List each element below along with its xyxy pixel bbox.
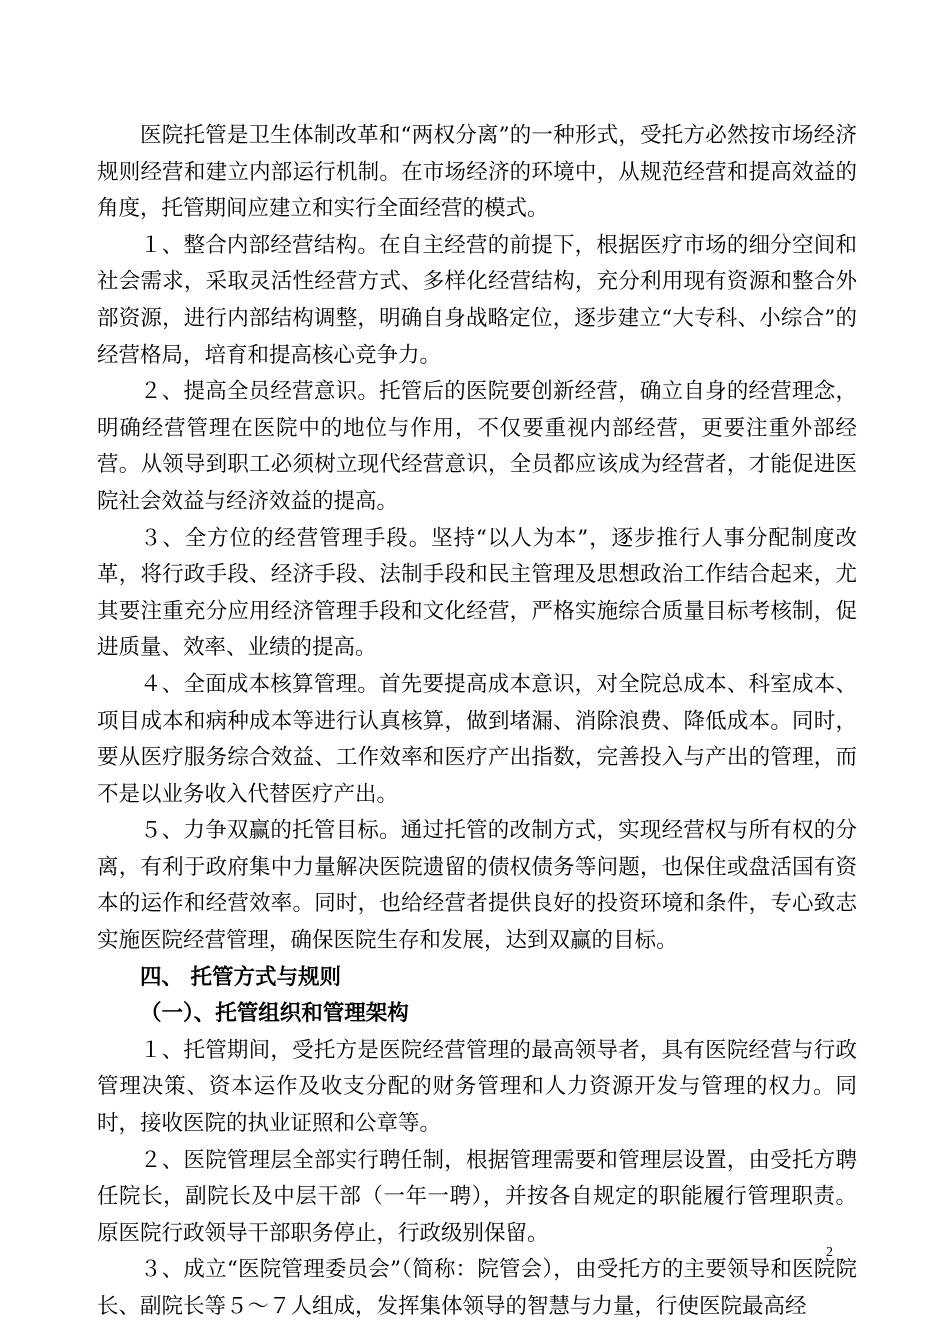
paragraph-item-2: ２、提高全员经营意识。托管后的医院要创新经营，确立自身的经营理念，明确经营管理在医院中的地位与作用，不仅要重视内部经营，更要注重外部经营。从领导到职工必须树立现代经营意识，全员都应该成为经营者，才能促进医院社会效益与经济效益的提高。 [97, 379, 857, 514]
subsection-heading: （一）、托管组织和管理架构 [140, 1001, 409, 1027]
paragraph-rule-2: ２、医院管理层全部实行聘任制，根据管理需要和管理层设置，由受托方聘任院长，副院长及中层干部（一年一聘），并按各自规定的职能履行管理职责。原医院行政领导干部职务停止，行政级别保留。 [97, 1147, 857, 1246]
section-heading: 四、 托管方式与规则 [140, 964, 341, 990]
paragraph-item-5: ５、力争双赢的托管目标。通过托管的改制方式，实现经营权与所有权的分离，有利于政府集中力量解决医院遗留的债权债务等问题，也保住或盘活国有资本的运作和经营效率。同时，也给经营者提供良好的投资环境和条件，专心致志实施医院经营管理，确保医院生存和发展，达到双赢的目标。 [97, 818, 857, 954]
paragraph-rule-3: ３、成立“医院管理委员会”（简称：院管会），由受托方的主要领导和医院院长、副院长等５～７人组成，发挥集体领导的智慧与力量，行使医院最高经 [97, 1257, 857, 1319]
page-number: 2 [826, 1245, 833, 1260]
document-body [97, 118, 857, 1326]
paragraph-item-3: ３、全方位的经营管理手段。坚持“以人为本”，逐步推行人事分配制度改革，将行政手段、经济手段、法制手段和民主管理及思想政治工作结合起来，尤其要注重充分应用经济管理手段和文化经营，严格实施综合质量目标考核制，促进质量、效率、业绩的提高。 [97, 525, 857, 661]
paragraph-item-4: ４、全面成本核算管理。首先要提高成本意识，对全院总成本、科室成本、项目成本和病种成本等进行认真核算，做到堵漏、消除浪费、降低成本。同时，要从医疗服务综合效益、工作效率和医疗产出指数，完善投入与产出的管理，而不是以业务收入代替医疗产出。 [97, 671, 857, 807]
paragraph-item-1: １、整合内部经营结构。在自主经营的前提下，根据医疗市场的细分空间和社会需求，采取灵活性经营方式、多样化经营结构，充分利用现有资源和整合外部资源，进行内部结构调整，明确自身战略定位，逐步建立“大专科、小综合”的经营格局，培育和提高核心竞争力。 [97, 232, 857, 368]
paragraph-rule-1: １、托管期间，受托方是医院经营管理的最高领导者，具有医院经营与行政管理决策、资本运作及收支分配的财务管理和人力资源开发与管理的权力。同时，接收医院的执业证照和公章等。 [97, 1037, 857, 1137]
paragraph-intro: 医院托管是卫生体制改革和“两权分离”的一种形式，受托方必然按市场经济规则经营和建立内部运行机制。在市场经济的环境中，从规范经营和提高效益的角度，托管期间应建立和实行全面经营的模式。 [97, 123, 857, 222]
